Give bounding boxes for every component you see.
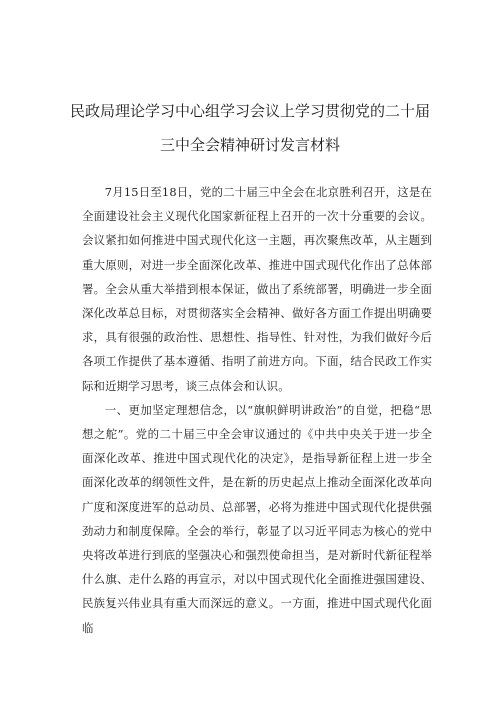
title-line-2: 三中全会精神研讨发言材料 — [159, 136, 340, 154]
document-title — [60, 94, 440, 162]
paragraph-intro: 7月15日至18日，党的二十届三中全会在北京胜利召开，这是在全面建设社会主义现代化国家新征程上召开的一次十分重要的会议。会议紧扣如何推进中国式现代化这一主题，再次聚焦改革，从主题到重大原则，对进一步全面深化改革、推进中国式现代化作出了总体部署。全会从重大举措到根本保证，做出了系统部署，明确进一步全面深化改革总目标，对贯彻落实全会精神、做好各方面工作提出明确要求，具有很强的政治性、思想性、指导性、针对性，为我们做好今后各项工作提供了基本遵循、指明了前进方向。下面，结合民政工作实际和近期学习思考，谈三点体会和认识。 — [82, 185, 432, 393]
paragraph-section-one: 一、更加坚定理想信念，以“旗帜鲜明讲政治”的自觉，把稳“思想之舵”。党的二十届三中全会审议通过的《中共中央关于进一步全面深化改革、推进中国式现代化的决定》，是指导新征程上进一步全面深化改革的纲领性文件，是在新的历史起点上推动全面深化改革向广度和深度进军的总动员、总部署，必将为推进中国式现代化提供强劲动力和制度保障。全会的举行，彰显了以习近平同志为核心的党中央将改革进行到底的坚强决心和强烈使命担当，是对新时代新征程举什么旗、走什么路的再宣示，对以中国式现代化全面推进强国建设、民族复兴伟业具有重大而深远的意义。一方面，推进中国式现代化面临 — [82, 402, 432, 635]
document-body — [82, 180, 432, 640]
title-line-1: 民政局理论学习中心组学习会议上学习贯彻党的二十届 — [69, 102, 430, 120]
